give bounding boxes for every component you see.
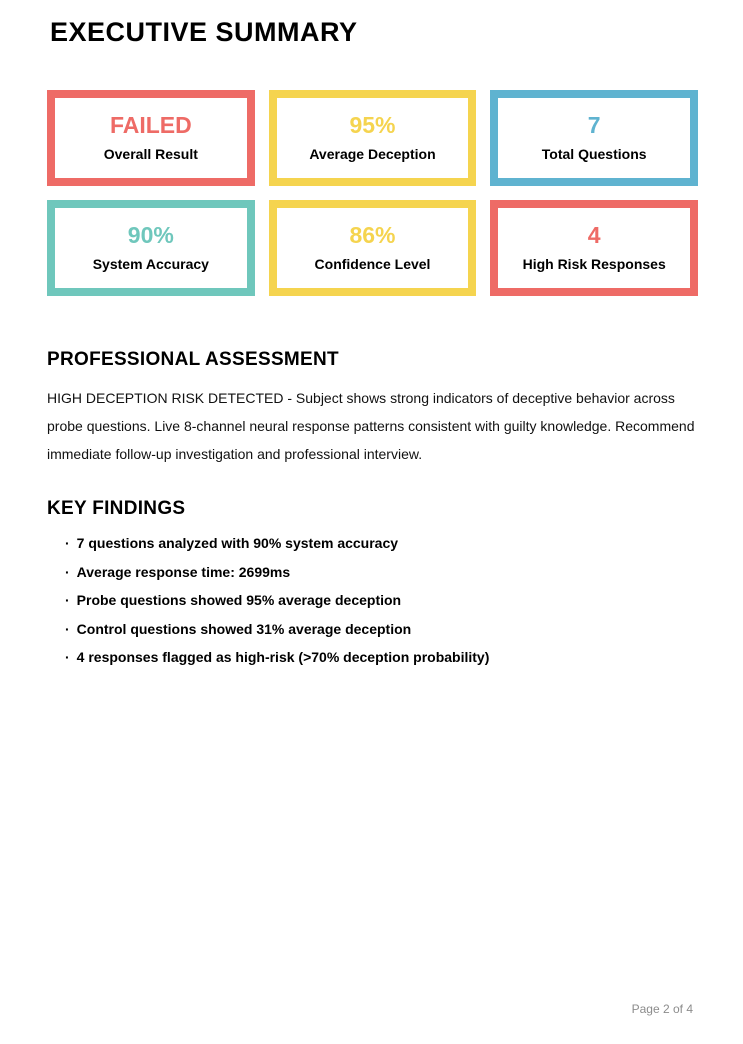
bullet-dot-icon: ·: [65, 535, 70, 552]
bullet-dot-icon: ·: [65, 592, 70, 609]
key-finding-item: [65, 650, 698, 664]
stat-card-label: High Risk Responses: [522, 256, 666, 273]
stat-card-label: Total Questions: [541, 146, 647, 163]
key-finding-item: [65, 565, 698, 579]
professional-assessment-body: HIGH DECEPTION RISK DETECTED - Subject shows strong indicators of deceptive behavior across probe questions. Live 8-channel neural response patterns consistent with guilty knowledge. Recommend immediate follow-up investigation and professional interview.: [47, 389, 695, 462]
key-findings-list: [47, 536, 698, 664]
stat-card-total-questions: [490, 90, 698, 186]
professional-assessment-section: [47, 350, 698, 468]
stat-card-label: Overall Result: [103, 146, 198, 163]
bullet-dot-icon: ·: [65, 620, 70, 637]
bullet-dot-icon: ·: [65, 649, 70, 666]
page-content: [0, 18, 743, 664]
professional-assessment-heading: PROFESSIONAL ASSESSMENT: [47, 348, 339, 370]
stat-card-label: Average Deception: [309, 146, 436, 163]
key-finding-text: Average response time: 2699ms: [76, 563, 291, 580]
stat-card-value: 95%: [349, 112, 396, 139]
key-findings-heading: KEY FINDINGS: [47, 497, 186, 519]
stat-card-label: Confidence Level: [314, 256, 431, 273]
stat-card-label: System Accuracy: [92, 256, 209, 273]
page-title: EXECUTIVE SUMMARY: [50, 17, 358, 47]
stat-card-average-deception: [269, 90, 477, 186]
stat-card-value: 86%: [349, 222, 396, 249]
stat-card-value: 4: [587, 222, 601, 249]
key-finding-text: 7 questions analyzed with 90% system accuracy: [76, 535, 399, 552]
stat-card-value: 7: [587, 112, 601, 139]
stat-card-high-risk-responses: [490, 200, 698, 296]
stat-cards-grid: [47, 90, 698, 296]
stat-card-confidence-level: [269, 200, 477, 296]
key-finding-item: [65, 593, 698, 607]
key-finding-text: Probe questions showed 95% average deception: [76, 592, 402, 609]
key-finding-text: 4 responses flagged as high-risk (>70% deception probability): [76, 649, 490, 666]
key-finding-text: Control questions showed 31% average deception: [76, 620, 412, 637]
bullet-dot-icon: ·: [65, 563, 70, 580]
page-number: Page 2 of 4: [631, 1002, 693, 1016]
stat-card-value: 90%: [127, 222, 174, 249]
key-finding-item: [65, 622, 698, 636]
stat-card-system-accuracy: [47, 200, 255, 296]
stat-card-overall-result: [47, 90, 255, 186]
key-finding-item: [65, 536, 698, 550]
key-findings-section: [47, 499, 698, 665]
stat-card-value: FAILED: [109, 112, 192, 139]
